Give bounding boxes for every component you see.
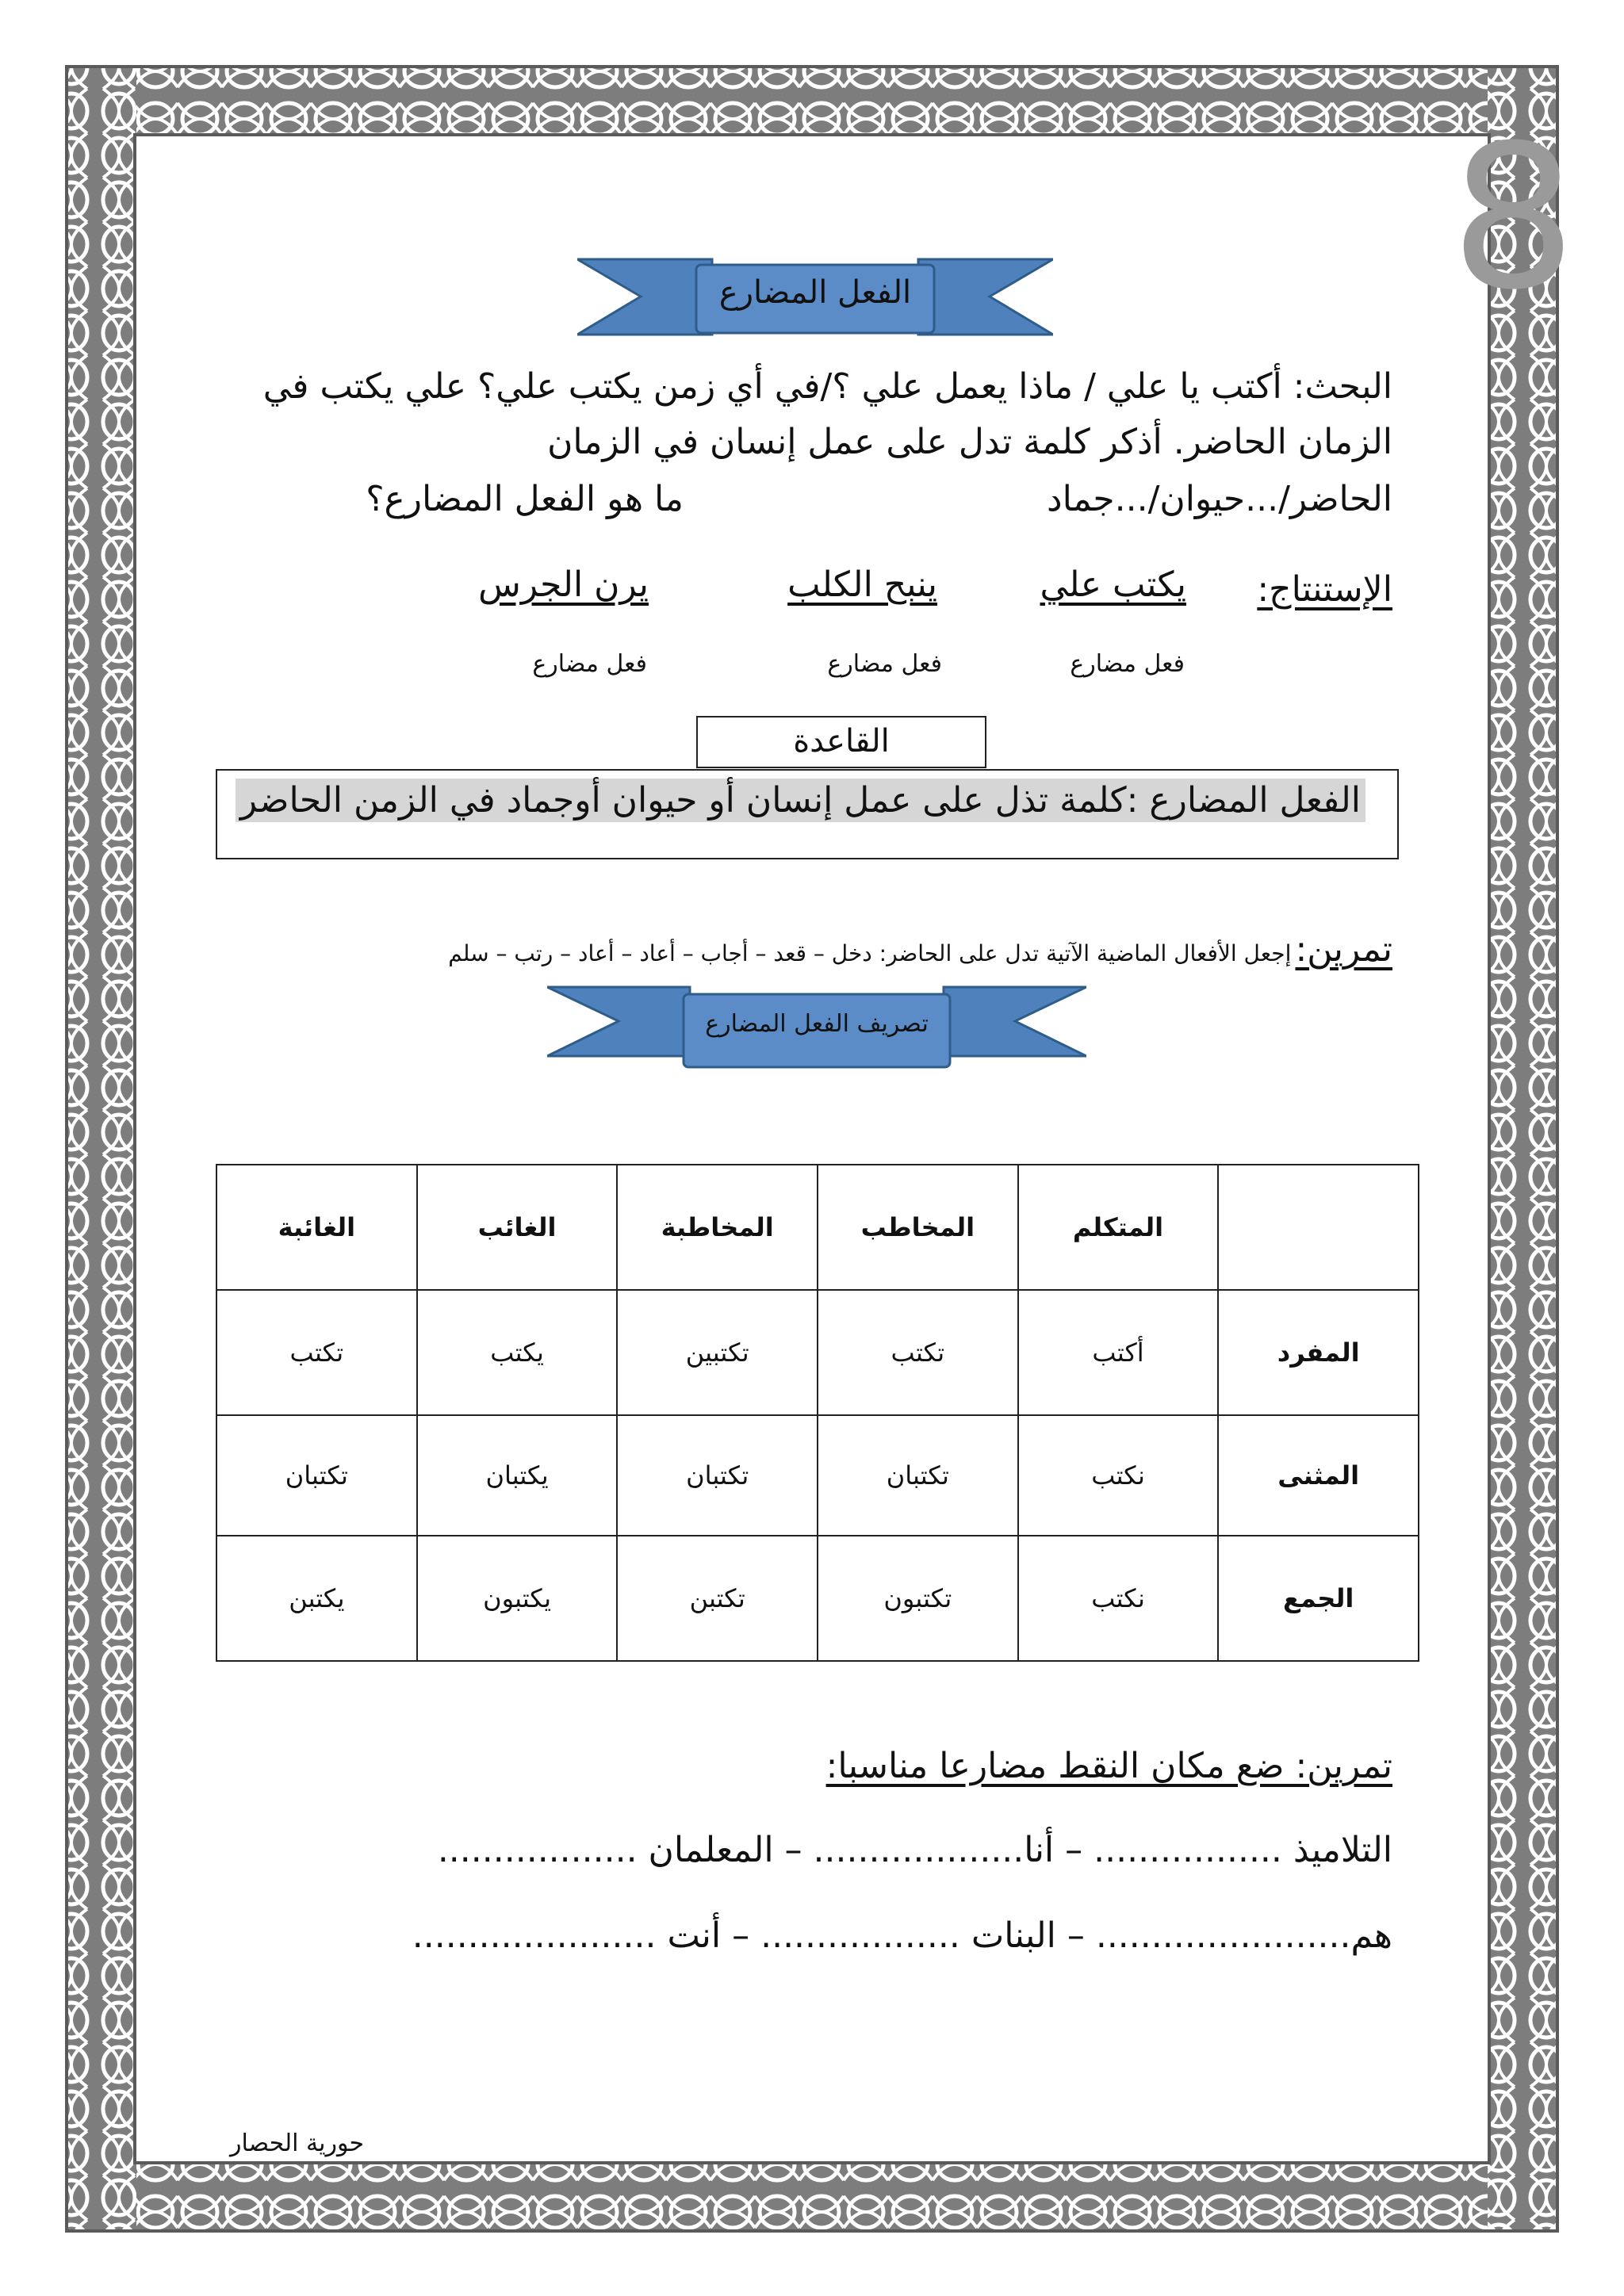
research-line-3b: ما هو الفعل المضارع؟ <box>366 479 684 519</box>
rule-box <box>216 769 1399 859</box>
table-cell: تكتبان <box>818 1415 1018 1536</box>
banner-title: الفعل المضارع <box>718 274 912 311</box>
column-header: الغائب <box>417 1165 618 1290</box>
rule-text: الفعل المضارع :كلمة تذل على عمل إنسان أو حيوان أوجماد في الزمن الحاضر <box>236 779 1365 822</box>
conclusion-example-1: يكتب علي <box>1040 564 1186 605</box>
conclusion-example-3: يرن الجرس <box>478 564 649 605</box>
table-cell: يكتبون <box>417 1536 618 1661</box>
exercise-2-line-1: التلاميذ ................. – أنا................... – المعلمان .................. <box>437 1830 1392 1870</box>
column-header: المخاطب <box>818 1165 1018 1290</box>
conjugation-title: تصريف الفعل المضارع <box>705 1010 929 1038</box>
table-cell: أكتب <box>1018 1290 1219 1415</box>
table-header-row <box>216 1165 1419 1290</box>
conclusion-type-3: فعل مضارع <box>532 650 647 678</box>
conclusion-example-2: ينبح الكلب <box>787 564 937 605</box>
rule-label: القاعدة <box>696 716 986 768</box>
row-header: المفرد <box>1218 1290 1419 1415</box>
conclusion-type-1: فعل مضارع <box>1070 650 1185 678</box>
table-cell: نكتب <box>1018 1536 1219 1661</box>
table-cell: تكتبين <box>617 1290 818 1415</box>
exercise-2-line-2: هم....................... – البنات .................. – أنت ...................... <box>412 1915 1392 1956</box>
table-row <box>216 1536 1419 1661</box>
table-row <box>216 1415 1419 1536</box>
exercise-1 <box>448 929 1392 970</box>
table-corner-cell <box>1218 1165 1419 1290</box>
page-number: 8 <box>1450 102 1576 333</box>
exercise-1-text: إجعل الأفعال الماضية الآتية تدل على الحاضر: دخل – قعد – أجاب – أعاد – أعاد – رتب – سلم <box>448 940 1292 966</box>
exercise-2-title: تمرين: ضع مكان النقط مضارعا مناسبا: <box>825 1746 1392 1786</box>
table-cell: يكتبان <box>417 1415 618 1536</box>
conclusion-label: الإستنتاج: <box>1257 569 1392 610</box>
table-cell: تكتبان <box>617 1415 818 1536</box>
research-line-3a: الحاضر/...حيوان/...جماد <box>1046 479 1392 519</box>
table-cell: تكتبون <box>818 1536 1018 1661</box>
table-cell: تكتبن <box>617 1536 818 1661</box>
row-header: الجمع <box>1218 1536 1419 1661</box>
conclusion-type-2: فعل مضارع <box>827 650 942 678</box>
column-header: المخاطبة <box>617 1165 818 1290</box>
column-header: الغائبة <box>216 1165 417 1290</box>
research-line-2: الزمان الحاضر. أذكر كلمة تدل على عمل إنسان في الزمان <box>547 422 1392 462</box>
column-header: المتكلم <box>1018 1165 1219 1290</box>
table-cell: يكتبن <box>216 1536 417 1661</box>
exercise-1-label: تمرين: <box>1295 929 1392 970</box>
table-cell: تكتبان <box>216 1415 417 1536</box>
row-header: المثنى <box>1218 1415 1419 1536</box>
table-cell: يكتب <box>417 1290 618 1415</box>
author-signature: حورية الحصار <box>230 2130 364 2157</box>
table-cell: تكتب <box>818 1290 1018 1415</box>
table-row <box>216 1290 1419 1415</box>
table-cell: نكتب <box>1018 1415 1219 1536</box>
research-line-1: البحث: أكتب يا علي / ماذا يعمل علي ؟/في أي زمن يكتب علي؟ علي يكتب في <box>262 366 1392 407</box>
table-cell: تكتب <box>216 1290 417 1415</box>
conjugation-table <box>216 1164 1419 1662</box>
